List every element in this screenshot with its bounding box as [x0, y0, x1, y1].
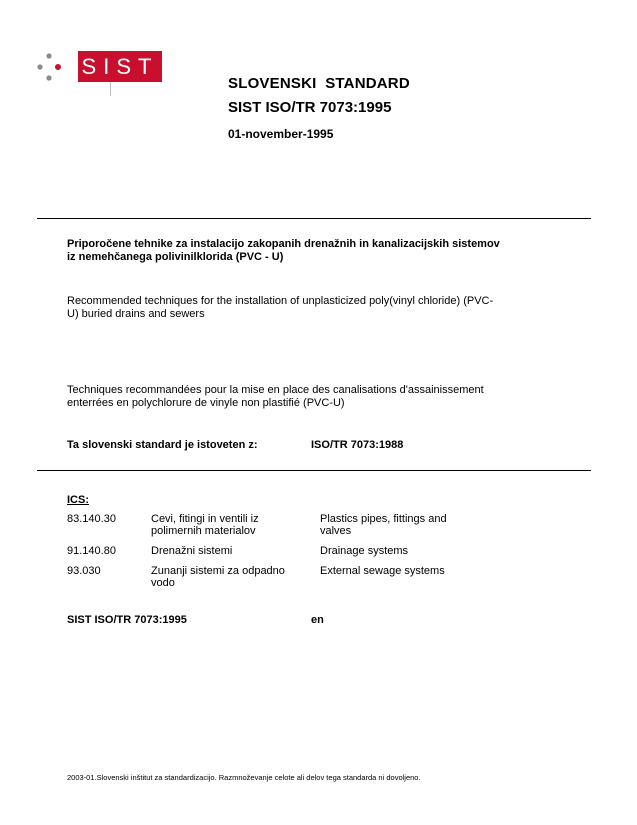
bottom-standard-code: SIST ISO/TR 7073:1995 — [67, 614, 187, 626]
ics-desc-sl — [151, 513, 311, 537]
top-divider — [37, 218, 591, 219]
ics-code: 83.140.30 — [67, 513, 116, 525]
ics-desc-en-line1: Drainage systems — [320, 545, 409, 557]
logo-divider — [110, 82, 111, 96]
ics-desc-sl-line2: polimernih materialov — [151, 525, 256, 537]
ics-desc-en-line1: External sewage systems — [320, 565, 445, 577]
publication-date: 01-november-1995 — [228, 127, 334, 141]
sist-logo-dots — [34, 52, 74, 88]
ics-desc-sl — [151, 545, 311, 557]
sist-logo: SIST — [78, 51, 162, 82]
ics-desc-en — [320, 565, 490, 577]
standard-type-heading: SLOVENSKI STANDARD — [228, 75, 410, 92]
ics-desc-sl-line1: Cevi, fitingi in ventili iz — [151, 513, 259, 525]
standard-code: SIST ISO/TR 7073:1995 — [228, 99, 392, 116]
ics-desc-en-line1: Plastics pipes, fittings and — [320, 513, 447, 525]
title-english-line1: Recommended techniques for the installation of unplasticized poly(vinyl chloride) (PVC- — [67, 295, 494, 307]
ics-desc-sl-line2: vodo — [151, 577, 175, 589]
ics-desc-sl-line1: Zunanji sistemi za odpadno — [151, 565, 285, 577]
ics-desc-sl-line1: Drenažni sistemi — [151, 545, 233, 557]
title-english-line2: U) buried drains and sewers — [67, 308, 205, 320]
language-code: en — [311, 614, 324, 626]
title-slovenian-line1: Priporočene tehnike za instalacijo zakopanih drenažnih in kanalizacijskih sistemov — [67, 238, 500, 250]
ics-code: 93.030 — [67, 565, 101, 577]
title-slovenian — [67, 238, 567, 264]
ics-desc-en — [320, 545, 490, 557]
ics-desc-en-line2: valves — [320, 525, 352, 537]
title-french-line1: Techniques recommandées pour la mise en place des canalisations d'assainissement — [67, 384, 484, 396]
identical-value: ISO/TR 7073:1988 — [311, 439, 404, 451]
title-french — [67, 384, 567, 410]
ics-label: ICS: — [67, 494, 89, 506]
title-english — [67, 295, 567, 321]
ics-desc-sl — [151, 565, 311, 589]
identical-label: Ta slovenski standard je istoveten z: — [67, 439, 258, 451]
title-slovenian-line2: iz nemehčanega polivinilklorida (PVC - U) — [67, 251, 284, 263]
ics-desc-en — [320, 513, 490, 537]
copyright-footer: 2003-01.Slovenski inštitut za standardizacijo. Razmnoževanje celote ali delov tega standarda ni dovoljeno. — [67, 773, 421, 782]
title-french-line2: enterrées en polychlorure de vinyle non plastifié (PVC-U) — [67, 397, 345, 409]
ics-code: 91.140.80 — [67, 545, 116, 557]
middle-divider — [37, 470, 591, 471]
